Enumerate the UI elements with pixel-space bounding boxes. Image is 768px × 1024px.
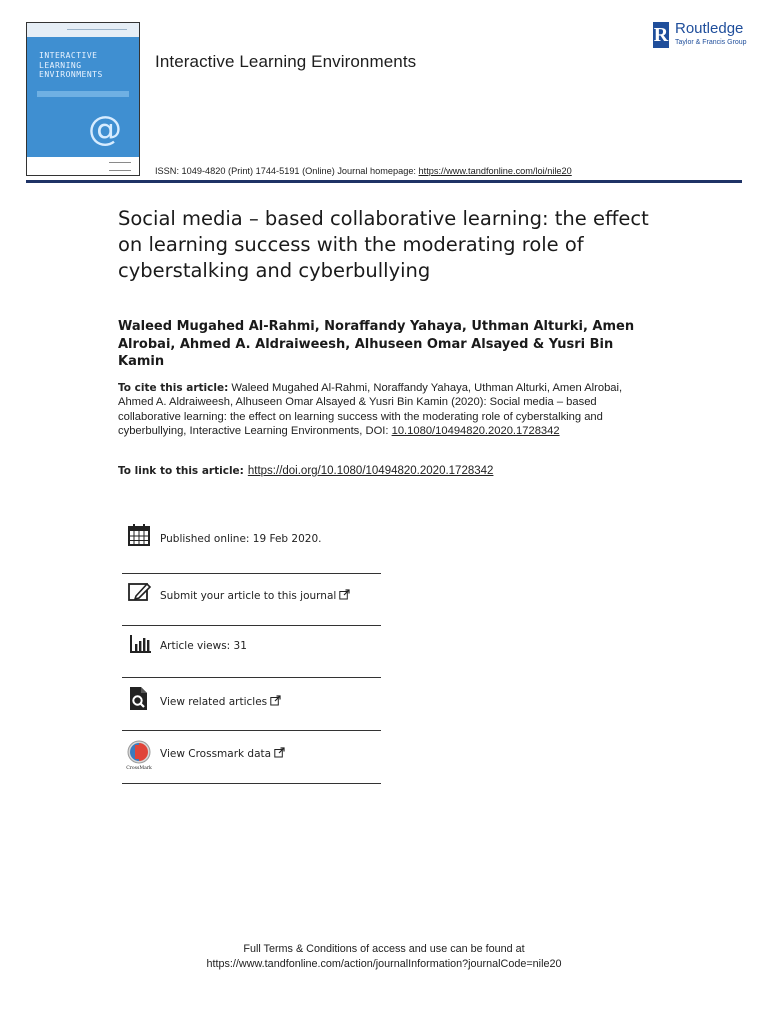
external-link-icon — [339, 589, 350, 600]
link-label: To link to this article: — [118, 465, 244, 477]
related-row[interactable] — [122, 678, 381, 731]
calendar-icon — [126, 522, 152, 548]
publisher-subtitle: Taylor & Francis Group — [675, 39, 747, 46]
journal-homepage-link[interactable]: https://www.tandfonline.com/loi/nile20 — [418, 166, 572, 176]
bar-chart-icon — [126, 632, 152, 658]
published-row — [122, 522, 381, 574]
header-divider — [26, 180, 742, 183]
views-row — [122, 626, 381, 678]
crossmark-badge-text: CrossMark — [126, 766, 152, 771]
cover-footer-strip — [27, 157, 139, 175]
article-title: Social media – based collaborative learning: the effect on learning success with the moderating role of cyberstalking and cyberbullying — [118, 207, 649, 282]
crossmark-icon — [124, 739, 154, 771]
issn-text: ISSN: 1049-4820 (Print) 1744-5191 (Online) Journal homepage: — [155, 166, 419, 176]
journal-title: Interactive Learning Environments — [155, 52, 417, 71]
cover-band — [37, 91, 129, 97]
article-views: Article views: 31 — [160, 640, 247, 652]
cite-doi-link[interactable]: 10.1080/10494820.2020.1728342 — [391, 425, 560, 438]
external-link-icon — [270, 695, 281, 706]
cover-title: INTERACTIVE LEARNING ENVIRONMENTS — [39, 51, 103, 79]
publisher-name: Routledge — [675, 20, 744, 37]
published-date: Published online: 19 Feb 2020. — [160, 533, 322, 545]
related-label: View related articles — [160, 696, 268, 708]
cover-header-strip — [27, 23, 139, 37]
publisher-logo[interactable] — [653, 20, 753, 52]
terms-line-1: Full Terms & Conditions of access and use can be found at — [243, 943, 525, 955]
related-articles-icon — [126, 686, 152, 712]
divider — [122, 783, 381, 784]
article-authors: Waleed Mugahed Al-Rahmi, Noraffandy Yahaya, Uthman Alturki, Amen Alrobai, Ahmed A. Aldraiweesh, Alhuseen Omar Alsayed & Yusri Bin Kamin — [118, 319, 635, 369]
routledge-logo-icon: R — [653, 24, 669, 46]
edit-icon — [126, 580, 152, 606]
terms-url[interactable]: https://www.tandfonline.com/action/journalInformation?journalCode=nile20 — [206, 958, 562, 970]
external-link-icon — [274, 747, 285, 758]
issn-line — [155, 166, 572, 176]
article-link-line — [118, 465, 678, 477]
cite-label: To cite this article: — [118, 382, 229, 394]
journal-cover — [26, 22, 140, 176]
cite-text: Waleed Mugahed Al-Rahmi, Noraffandy Yahaya, Uthman Alturki, Amen Alrobai, Ahmed A. Aldraiweesh, Alhuseen Omar Alsayed & Yusri Bin Kamin (2020): Social media – based collaborative learning: the effect on learning success with the moderating role of cyberstalking and cyberbullying, Interactive Learning Environments, DOI: — [118, 382, 623, 438]
terms-footer — [0, 942, 768, 972]
crossmark-label: View Crossmark data — [160, 748, 272, 760]
cover-at-symbol: @ — [88, 109, 122, 149]
view-crossmark-link[interactable] — [160, 747, 285, 760]
submit-label: Submit your article to this journal — [160, 590, 337, 602]
article-doi-link[interactable]: https://doi.org/10.1080/10494820.2020.1728342 — [247, 465, 494, 477]
citation-block — [118, 381, 638, 439]
submit-article-link[interactable] — [160, 589, 350, 602]
submit-row[interactable] — [122, 574, 381, 626]
crossmark-row[interactable] — [122, 731, 381, 784]
view-related-link[interactable] — [160, 695, 281, 708]
